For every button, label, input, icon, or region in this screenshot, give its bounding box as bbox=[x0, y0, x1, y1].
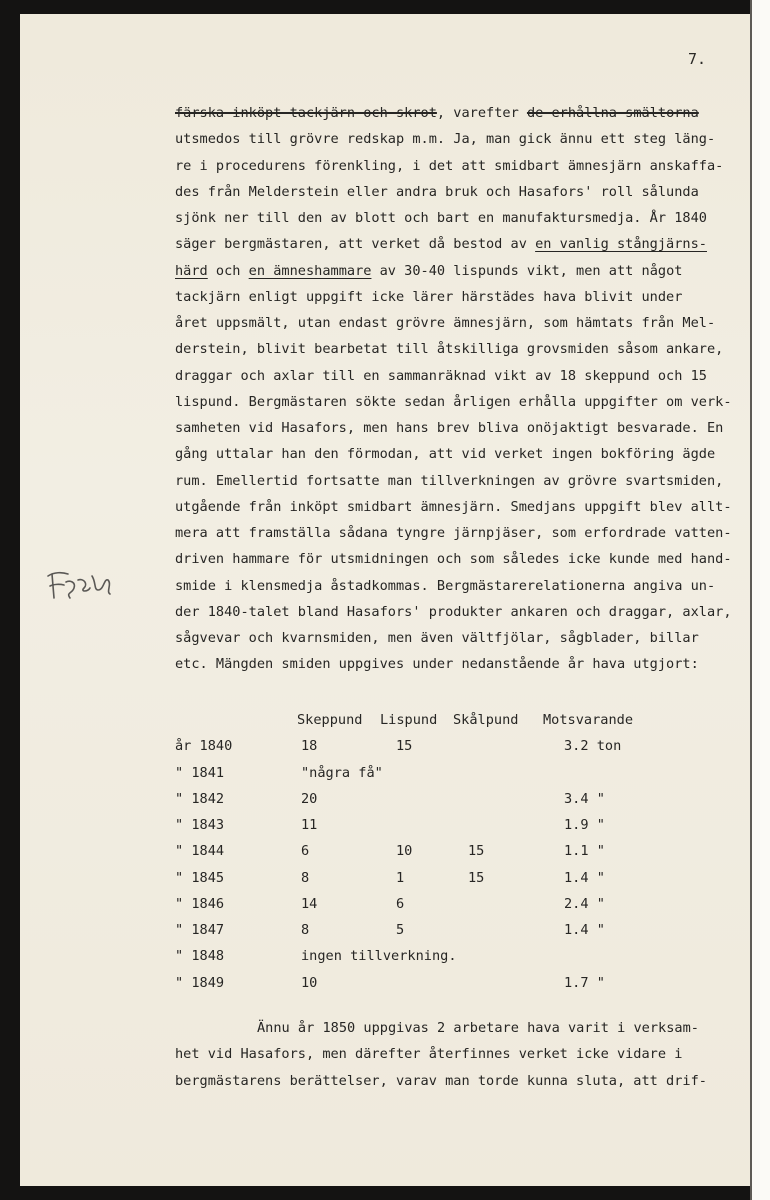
table-row bbox=[175, 922, 695, 948]
text-line: samheten vid Hasafors, men hans brev bliva onöjaktigt besvarade. En bbox=[175, 420, 724, 436]
text-line: smide i klensmedja åstadkommas. Bergmästarerelationerna angiva un- bbox=[175, 577, 716, 594]
text-line: mera att framställa sådana tyngre järnpjäser, som erfordrade vatten- bbox=[175, 525, 732, 541]
text-fragment: och bbox=[207, 262, 249, 279]
skeppund-cell: 8 bbox=[301, 922, 310, 938]
column-header-motsvarande: Motsvarande bbox=[543, 712, 634, 728]
text-line: re i procedurens förenkling, i det att smidbart ämnesjärn anskaffa- bbox=[175, 157, 724, 174]
table-row bbox=[175, 791, 695, 817]
page-right-margin bbox=[750, 0, 770, 1200]
text-fragment: , varefter bbox=[436, 105, 527, 121]
skeppund-cell: 8 bbox=[301, 869, 310, 886]
body-text bbox=[175, 100, 732, 678]
handwritten-pencil-annotation-icon bbox=[44, 568, 124, 604]
lispund-cell: 1 bbox=[396, 869, 405, 886]
skeppund-cell: 20 bbox=[301, 790, 318, 807]
lispund-cell: 5 bbox=[396, 922, 405, 938]
skalpund-cell: 15 bbox=[468, 843, 485, 860]
skeppund-cell: ingen tillverkning. bbox=[301, 948, 457, 965]
text-fragment: av 30-40 lispunds vikt, men att något bbox=[371, 262, 683, 279]
table-row bbox=[175, 817, 695, 843]
text-line: bergmästarens berättelser, varav man torde kunna sluta, att drif- bbox=[175, 1072, 707, 1089]
table-row bbox=[175, 896, 695, 922]
year-cell: " 1848 bbox=[175, 948, 225, 965]
column-header-skeppund: Skeppund bbox=[297, 712, 363, 728]
year-cell: " 1846 bbox=[175, 895, 225, 912]
motsvarande-cell: 1.9 " bbox=[564, 817, 605, 833]
motsvarande-cell: 2.4 " bbox=[564, 895, 605, 912]
text-line: utsmedos till grövre redskap m.m. Ja, man gick ännu ett steg läng- bbox=[175, 131, 716, 148]
text-line-1 bbox=[175, 100, 715, 126]
underlined-text: härd bbox=[175, 262, 208, 279]
table-row bbox=[175, 738, 695, 764]
year-cell: " 1847 bbox=[175, 922, 225, 938]
production-table bbox=[175, 712, 695, 1001]
page-number: 7. bbox=[688, 50, 707, 68]
text-line: gång uttalar han den förmodan, att vid verket ingen bokföring ägde bbox=[175, 446, 716, 463]
year-cell: " 1843 bbox=[175, 817, 225, 833]
table-row bbox=[175, 975, 695, 1001]
text-line: driven hammare för utsmidningen och som således icke kunde med hand- bbox=[175, 551, 732, 568]
page-edge-divider bbox=[750, 0, 752, 1200]
text-line-7 bbox=[175, 258, 715, 284]
skeppund-cell: 10 bbox=[301, 974, 318, 991]
table-header-row bbox=[175, 712, 695, 738]
motsvarande-cell: 1.4 " bbox=[564, 869, 605, 886]
text-line: des från Melderstein eller andra bruk och Hasafors' roll sålunda bbox=[175, 183, 699, 200]
struck-text: färska inköpt tackjärn och skrot bbox=[175, 105, 437, 121]
text-line: Ännu år 1850 uppgivas 2 arbetare hava varit i verksam- bbox=[257, 1020, 699, 1036]
motsvarande-cell: 3.4 " bbox=[564, 790, 605, 807]
closing-paragraph bbox=[175, 1015, 715, 1094]
text-line: der 1840-talet bland Hasafors' produkter ankaren och draggar, axlar, bbox=[175, 603, 732, 620]
table-row bbox=[175, 948, 695, 974]
text-line: derstein, blivit bearbetat till åtskilliga grovsmiden såsom ankare, bbox=[175, 341, 724, 358]
text-line: lispund. Bergmästaren sökte sedan årligen erhålla uppgifter om verk- bbox=[175, 393, 732, 410]
text-line: rum. Emellertid fortsatte man tillverkningen av grövre svartsmiden, bbox=[175, 472, 724, 489]
lispund-cell: 15 bbox=[396, 738, 413, 755]
skeppund-cell: 6 bbox=[301, 843, 310, 860]
year-cell: " 1841 bbox=[175, 764, 225, 781]
column-header-lispund: Lispund bbox=[380, 712, 438, 728]
table-body bbox=[175, 738, 695, 1001]
text-line: året uppsmält, utan endast grövre ämnesjärn, som hämtats från Mel- bbox=[175, 315, 716, 331]
text-fragment: säger bergmästaren, att verket då bestod av bbox=[175, 236, 536, 253]
lispund-cell: 6 bbox=[396, 895, 405, 912]
text-line: tackjärn enligt uppgift icke lärer härstädes hava blivit under bbox=[175, 288, 683, 305]
skeppund-cell: 14 bbox=[301, 895, 318, 912]
year-cell: " 1849 bbox=[175, 974, 225, 991]
motsvarande-cell: 1.4 " bbox=[564, 922, 605, 938]
column-header-skalpund: Skålpund bbox=[453, 712, 519, 728]
text-line: het vid Hasafors, men därefter återfinnes verket icke vidare i bbox=[175, 1046, 683, 1063]
table-row bbox=[175, 843, 695, 869]
motsvarande-cell: 1.7 " bbox=[564, 974, 605, 991]
year-cell: år 1840 bbox=[175, 738, 233, 755]
year-cell: " 1844 bbox=[175, 843, 225, 860]
text-line: utgående från inköpt smidbart ämnesjärn. Smedjans uppgift blev allt- bbox=[175, 498, 732, 515]
table-row bbox=[175, 870, 695, 896]
text-line: sågvevar och kvarnsmiden, men även vältfjölar, sågblader, billar bbox=[175, 630, 699, 646]
lispund-cell: 10 bbox=[396, 843, 413, 860]
motsvarande-cell: 1.1 " bbox=[564, 843, 605, 860]
skeppund-cell: 18 bbox=[301, 738, 318, 755]
struck-text: de erhållna smältorna bbox=[526, 105, 699, 121]
underlined-text: en ämneshammare bbox=[248, 262, 372, 279]
underlined-text: en vanlig stångjärns- bbox=[535, 236, 707, 253]
text-line: etc. Mängden smiden uppgives under nedanstående år hava utgjort: bbox=[175, 656, 699, 673]
skeppund-cell: 11 bbox=[301, 817, 318, 833]
year-cell: " 1842 bbox=[175, 790, 225, 807]
skeppund-cell: "några få" bbox=[301, 764, 383, 781]
scan-bottom-border bbox=[20, 1186, 750, 1200]
text-line: draggar och axlar till en sammanräknad vikt av 18 skeppund och 15 bbox=[175, 367, 707, 384]
table-row bbox=[175, 765, 695, 791]
year-cell: " 1845 bbox=[175, 869, 225, 886]
text-line: sjönk ner till den av blott och bart en manufaktursmedja. År 1840 bbox=[175, 210, 707, 226]
text-line-6 bbox=[175, 231, 715, 257]
motsvarande-cell: 3.2 ton bbox=[564, 738, 622, 755]
skalpund-cell: 15 bbox=[468, 869, 485, 886]
